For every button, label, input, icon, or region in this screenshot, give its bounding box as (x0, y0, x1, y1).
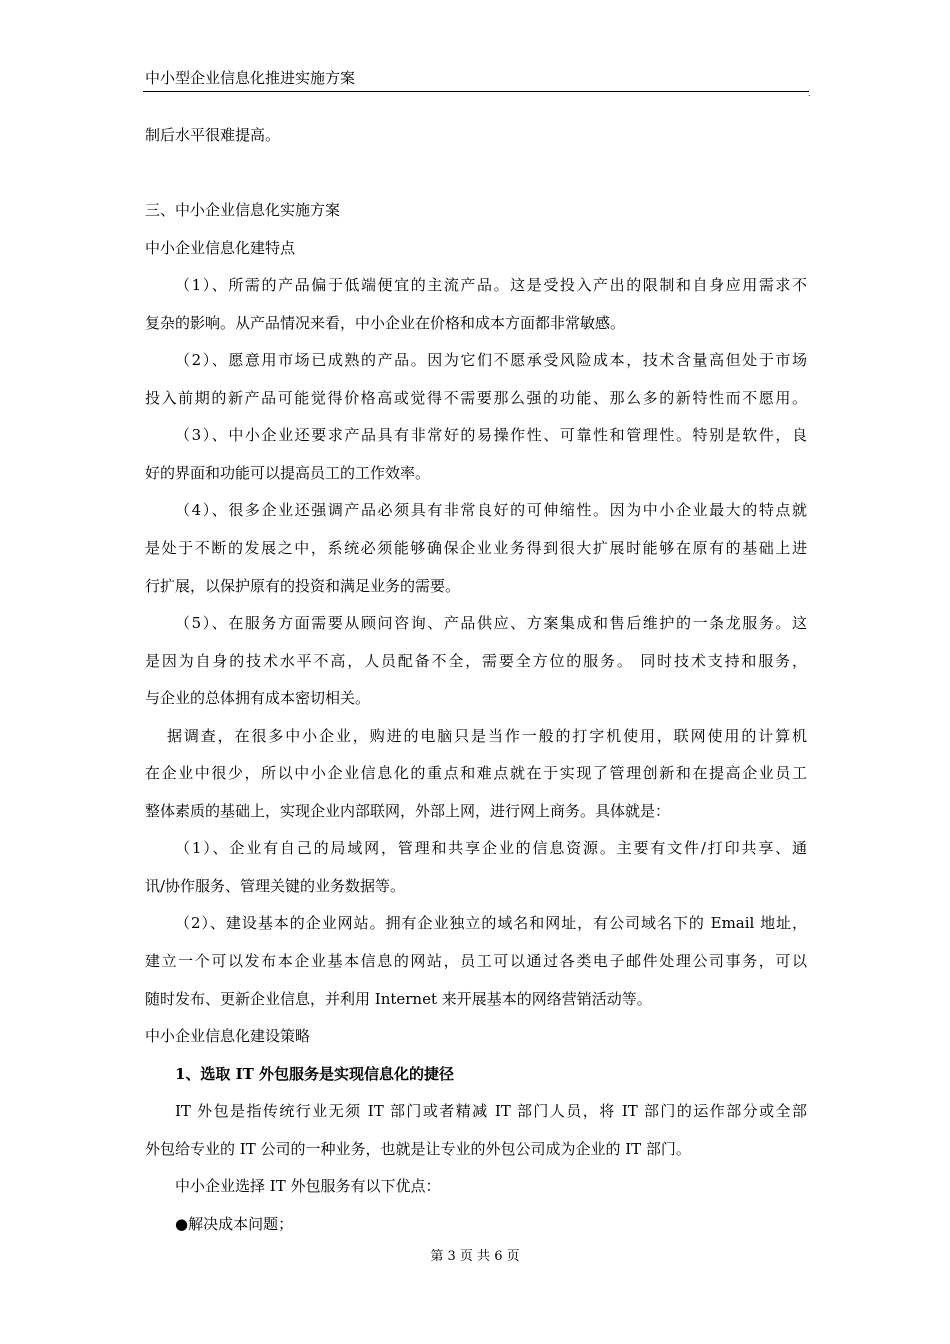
document-body (145, 117, 807, 1243)
section-heading: 三、中小企业信息化实施方案 (145, 201, 341, 220)
blank-line (145, 155, 807, 193)
paragraph-line: （1）、所需的产品偏于低端便宜的主流产品。这是受投入产出的限制和自身应用需求不 (175, 276, 807, 295)
paragraph-line: 是处于不断的发展之中，系统必须能够确保企业业务得到很大扩展时能够在原有的基础上进 (145, 539, 807, 558)
paragraph-line: 投入前期的新产品可能觉得价格高或觉得不需要那么强的功能、那么多的新特性而不愿用。 (145, 388, 807, 407)
paragraph-line: （3）、中小企业还要求产品具有非常好的易操作性、可靠性和管理性。特别是软件，良 (175, 426, 807, 445)
strategy-heading: 1、选取 IT 外包服务是实现信息化的捷径 (175, 1064, 455, 1083)
paragraph-line: 据调查，在很多中小企业，购进的电脑只是当作一般的打字机使用，联网使用的计算机 (167, 726, 807, 745)
paragraph-line: 行扩展，以保护原有的投资和满足业务的需要。 (145, 576, 461, 595)
paragraph-line: （4）、很多企业还强调产品必须具有非常良好的可伸缩性。因为中小企业最大的特点就 (175, 501, 807, 520)
paragraph-line: 好的界面和功能可以提高员工的工作效率。 (145, 463, 431, 482)
paragraph-line: 随时发布、更新企业信息，并利用 Internet 来开展基本的网络营销活动等。 (145, 989, 652, 1008)
paragraph-line: 建立一个可以发布本企业基本信息的网站，员工可以通过各类电子邮件处理公司事务，可以 (145, 952, 807, 971)
subsection-heading: 中小企业信息化建特点 (145, 238, 296, 257)
paragraph-line: 在企业中很少，所以中小企业信息化的重点和难点就在于实现了管理创新和在提高企业员工 (145, 764, 807, 783)
bullet-item: ●解决成本问题； (175, 1214, 294, 1233)
paragraph-line: 与企业的总体拥有成本密切相关。 (145, 689, 371, 708)
page-footer (0, 1248, 950, 1266)
paragraph-line: IT 外包是指传统行业无须 IT 部门或者精减 IT 部门人员，将 IT 部门的运作部分或全部 (175, 1102, 807, 1121)
paragraph-line: 整体素质的基础上，实现企业内部联网，外部上网，进行网上商务。具体就是： (145, 801, 671, 820)
paragraph-line: （5）、在服务方面需要从顾问咨询、产品供应、方案集成和售后维护的一条龙服务。这 (175, 614, 807, 633)
paragraph-line: 讯/协作服务、管理关键的业务数据等。 (145, 876, 406, 895)
paragraph-line: 是因为自身的技术水平不高，人员配备不全，需要全方位的服务。 同时技术支持和服务， (145, 651, 807, 670)
paragraph-line: （1）、企业有自己的局域网，管理和共享企业的信息资源。主要有文件/打印共享、通 (175, 839, 807, 858)
paragraph-line: 外包给专业的 IT 公司的一种业务，也就是让专业的外包公司成为企业的 IT 部门。 (145, 1139, 691, 1158)
paragraph-line: （2）、建设基本的企业网站。拥有企业独立的域名和网址，有公司域名下的 Email 地址， (175, 914, 807, 933)
paragraph-line: 复杂的影响。从产品情况来看，中小企业在价格和成本方面都非常敏感。 (145, 313, 626, 332)
header-divider (143, 91, 809, 92)
subsection-heading: 中小企业信息化建设策略 (145, 1027, 311, 1046)
paragraph-line: 制后水平很难提高。 (145, 126, 281, 144)
header-divider-mark: . (808, 89, 811, 98)
paragraph-line: 中小企业选择 IT 外包服务有以下优点： (175, 1177, 441, 1196)
page-number-label: 第 3 页 共 6 页 (430, 1249, 520, 1264)
page-header-title: 中小型企业信息化推进实施方案 (145, 69, 356, 87)
paragraph-line: （2）、愿意用市场已成熟的产品。因为它们不愿承受风险成本，技术含量高但处于市场 (175, 351, 807, 370)
